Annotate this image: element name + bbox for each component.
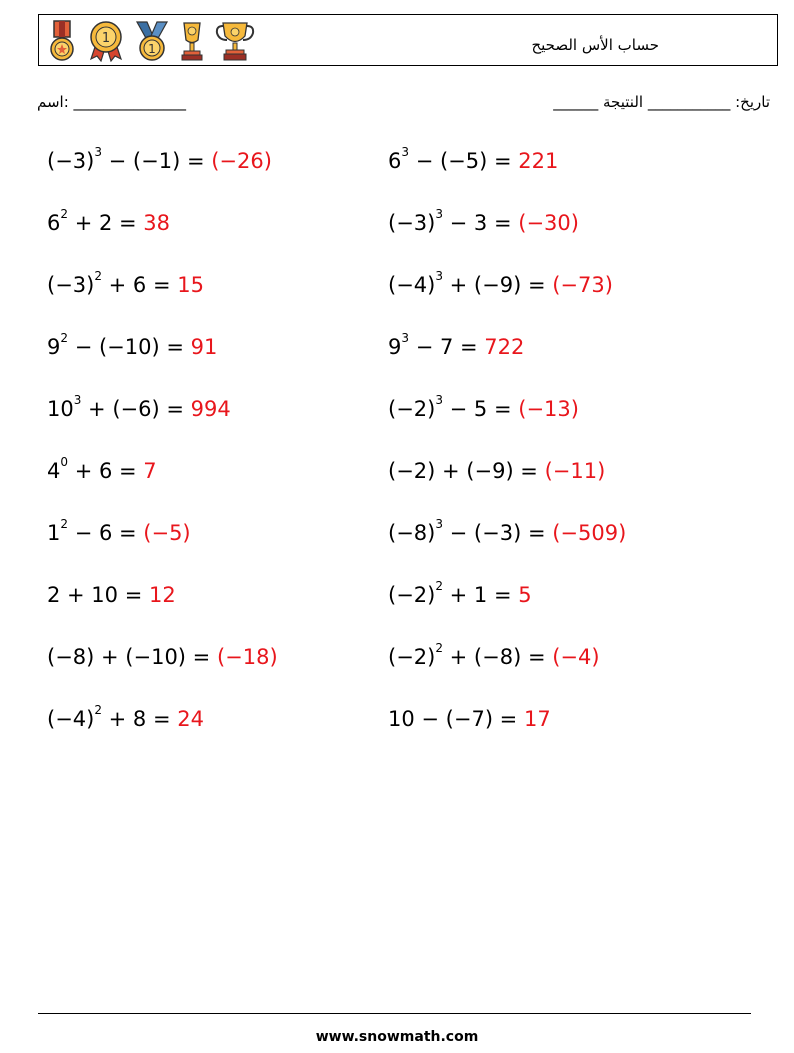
- problem-operation: + (−6) =: [81, 397, 191, 421]
- problem-exponent: 2: [94, 703, 102, 717]
- problem-left-5: [47, 393, 231, 421]
- problem-operation: − (−1) =: [101, 149, 212, 173]
- problem-left-9: [47, 645, 278, 669]
- problem-exponent: 3: [401, 145, 410, 159]
- problem-operation: + 6 =: [101, 273, 178, 297]
- problem-right-7: [388, 517, 627, 545]
- problem-left-3: [47, 269, 204, 297]
- problem-expression: (−4): [47, 707, 95, 731]
- footer-divider: [38, 1013, 751, 1014]
- problem-operation: + 1 =: [442, 583, 519, 607]
- problem-expression: 10 − (−7) =: [388, 707, 524, 731]
- problem-answer: 38: [143, 211, 171, 235]
- problem-expression: (−8): [388, 521, 436, 545]
- problem-operation: + (−8) =: [442, 645, 553, 669]
- problem-right-3: [388, 269, 613, 297]
- problem-answer: (−18): [216, 645, 278, 669]
- problem-expression: (−3): [47, 273, 95, 297]
- problem-answer: (−30): [518, 211, 579, 235]
- problem-exponent: 0: [60, 455, 69, 469]
- problem-exponent: 2: [435, 579, 443, 593]
- problem-left-8: [47, 583, 176, 607]
- problem-exponent: 2: [435, 641, 443, 655]
- problem-right-4: [388, 331, 525, 359]
- problem-answer: (−26): [211, 149, 272, 173]
- problem-expression: (−2): [388, 645, 436, 669]
- problem-answer: (−509): [552, 521, 627, 545]
- problem-expression: 2 + 10 =: [47, 583, 149, 607]
- problem-exponent: 2: [60, 207, 69, 221]
- trophy-small-icon: [179, 20, 205, 62]
- problem-answer: 7: [143, 459, 157, 483]
- problem-answer: 15: [177, 273, 204, 297]
- problem-exponent: 3: [401, 331, 410, 345]
- problem-operation: + 6 =: [68, 459, 144, 483]
- problem-expression: (−8) + (−10) =: [47, 645, 217, 669]
- problem-expression: (−2) + (−9) =: [388, 459, 545, 483]
- problem-expression: (−4): [388, 273, 436, 297]
- svg-text:1: 1: [101, 31, 111, 46]
- problem-operation: − 5 =: [442, 397, 519, 421]
- problem-expression: 4: [47, 459, 61, 483]
- problem-answer: 5: [518, 583, 532, 607]
- trophy-cup-icon: [215, 20, 255, 62]
- problem-exponent: 3: [435, 207, 443, 221]
- problem-expression: (−2): [388, 397, 436, 421]
- problem-expression: (−3): [47, 149, 95, 173]
- problem-exponent: 3: [435, 517, 443, 531]
- problem-answer: 17: [523, 707, 551, 731]
- problem-answer: (−4): [552, 645, 600, 669]
- problem-left-2: [47, 207, 171, 235]
- problem-operation: + 2 =: [68, 211, 144, 235]
- problem-answer: 24: [177, 707, 204, 731]
- problem-operation: + (−9) =: [442, 273, 553, 297]
- problem-exponent: 2: [60, 517, 69, 531]
- problem-answer: (−73): [552, 273, 613, 297]
- problem-operation: − (−10) =: [68, 335, 191, 359]
- problem-right-9: [388, 641, 600, 669]
- problem-expression: 6: [388, 149, 402, 173]
- problem-expression: 10: [47, 397, 74, 421]
- problem-answer: 12: [148, 583, 176, 607]
- problem-right-5: [388, 393, 579, 421]
- problem-answer: 994: [190, 397, 231, 421]
- problem-left-7: [47, 517, 191, 545]
- name-field-line: اسم: _______________: [37, 93, 187, 111]
- icon-row: [47, 20, 255, 62]
- worksheet-title: حساب الأس الصحيح: [531, 36, 659, 54]
- problem-exponent: 3: [435, 393, 443, 407]
- problem-exponent: 3: [73, 393, 82, 407]
- problem-right-10: [388, 707, 551, 731]
- problem-left-10: [47, 703, 204, 731]
- problem-expression: 9: [388, 335, 402, 359]
- problem-exponent: 2: [94, 269, 102, 283]
- medal-star-icon: [47, 20, 77, 62]
- problem-answer: (−11): [544, 459, 606, 483]
- problem-operation: − (−5) =: [409, 149, 519, 173]
- problem-expression: (−2): [388, 583, 436, 607]
- problem-expression: 9: [47, 335, 61, 359]
- problem-answer: (−5): [143, 521, 191, 545]
- problem-left-1: [47, 145, 272, 173]
- problem-expression: (−3): [388, 211, 436, 235]
- problem-exponent: 2: [60, 331, 69, 345]
- problem-answer: 91: [190, 335, 218, 359]
- problem-exponent: 3: [94, 145, 102, 159]
- problem-operation: − 7 =: [409, 335, 485, 359]
- problem-right-2: [388, 207, 579, 235]
- problem-answer: 221: [518, 149, 559, 173]
- svg-text:1: 1: [148, 42, 156, 56]
- problem-left-4: [47, 331, 218, 359]
- problem-operation: − 6 =: [68, 521, 144, 545]
- problem-expression: 6: [47, 211, 61, 235]
- problem-right-6: [388, 459, 605, 483]
- header-box: [38, 14, 778, 66]
- problem-answer: (−13): [518, 397, 579, 421]
- problem-right-1: [388, 145, 559, 173]
- date-score-line: تاريخ: ___________ النتيجة ______: [553, 93, 770, 111]
- problem-operation: − 3 =: [442, 211, 519, 235]
- problem-right-8: [388, 579, 532, 607]
- medal-1-icon: [135, 20, 169, 62]
- rosette-ribbon-icon: [87, 20, 125, 62]
- problem-operation: − (−3) =: [442, 521, 553, 545]
- problem-left-6: [47, 455, 157, 483]
- footer-website: www.snowmath.com: [315, 1029, 479, 1045]
- problem-exponent: 3: [435, 269, 443, 283]
- problem-answer: 722: [484, 335, 525, 359]
- problem-expression: 1: [47, 521, 61, 545]
- problem-operation: + 8 =: [101, 707, 178, 731]
